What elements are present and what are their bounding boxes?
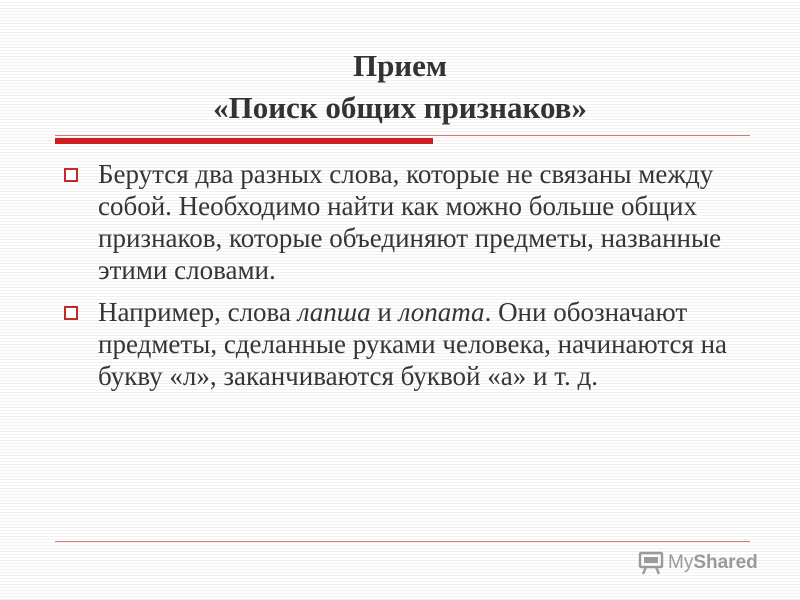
title-divider-accent — [55, 138, 433, 144]
example-word-lapsha: лапша — [297, 297, 371, 327]
square-bullet-icon — [64, 168, 78, 182]
title-divider-thin — [55, 135, 750, 136]
bullet-item-definition — [64, 158, 754, 286]
footer-divider — [55, 541, 750, 542]
bullet-text-definition: Берутся два разных слова, которые не связаны между собой. Необходимо найти как можно больше общих признаков, которые объединяют предметы, названные этими словами. — [98, 159, 722, 285]
bullet-item-example — [64, 296, 754, 392]
presentation-board-icon — [638, 551, 664, 575]
square-bullet-icon — [64, 306, 78, 320]
title-line-2: «Поиск общих признаков» — [213, 90, 587, 125]
title-line-1: Прием — [352, 48, 448, 83]
bullet-text-example-start: Например, слова — [98, 297, 298, 327]
bullet-text-example-and: и — [370, 297, 399, 327]
brand-shared: Shared — [693, 552, 758, 573]
bullet-text-example-end: . Они обозначают предметы, сделанные руками человека, начинаются на букву «л», заканчиваются буквой «а» и т. д. — [98, 297, 728, 391]
bullet-list — [64, 158, 754, 402]
slide-title — [0, 45, 800, 129]
myshared-watermark — [638, 549, 758, 577]
brand-my: My — [668, 552, 694, 573]
example-word-lopata: лопата — [398, 297, 485, 327]
